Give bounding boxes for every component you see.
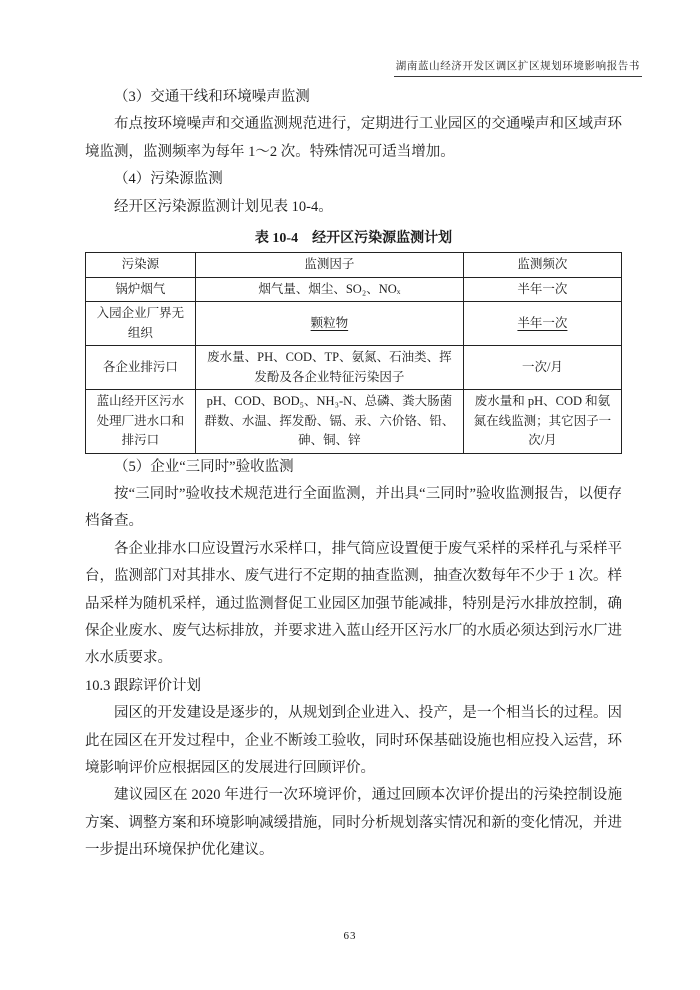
page-number: 63 [343, 930, 357, 942]
section-10-3-paragraph-2: 建议园区在 2020 年进行一次环境评价，通过回顾本次评价提出的污染控制设施方案、调整方案和环境影响减缓措施，同时分析规划落实情况和新的变化情况，并进一步提出环境保护优化建议。 [85, 787, 622, 859]
cell-factors: pH、COD、BOD₅、NH₃-N、总磷、粪大肠菌群数、水温、挥发酚、镉、汞、六价铬、铅、砷、铜、锌 [195, 390, 463, 454]
column-header-pollution-source: 污染源 [86, 253, 196, 278]
table-row [86, 346, 622, 390]
section-5-paragraph-2: 各企业排水口应设置污水采样口，排气筒应设置便于废气采样的采样孔与采样平台，监测部门对其排水、废气进行不定期的抽查监测，抽查次数每年不少于 1 次。样品采样为随机采样，通过监测督促工业园区加强节能减排，特别是污水排放控制，确保企业废水、废气达标排放，并要求进入蓝山经开区污水厂的水质必须达到污水厂进水水质要求。 [85, 540, 622, 667]
section-5-heading: （5）企业“三同时”验收监测 [114, 458, 294, 475]
cell-frequency: 一次/月 [463, 346, 621, 390]
cell-factors: 颗粒物 [195, 302, 463, 346]
cell-frequency: 废水量和 pH、COD 和氨氮在线监测；其它因子一次/月 [463, 390, 621, 454]
section-4-paragraph: 经开区污染源监测计划见表 10-4。 [114, 198, 333, 215]
cell-factors: 废水量、PH、COD、TP、氨氮、石油类、挥发酚及各企业特征污染因子 [195, 346, 463, 390]
cell-source: 蓝山经开区污水处理厂进水口和排污口 [86, 390, 196, 454]
table-header-row [86, 253, 622, 278]
column-header-monitoring-frequency: 监测频次 [463, 253, 621, 278]
table-row [86, 277, 622, 302]
section-10-3-paragraph-1: 园区的开发建设是逐步的，从规划到企业进入、投产，是一个相当长的过程。因此在园区在开发过程中，企业不断竣工验收，同时环保基础设施也相应投入运营，环境影响评价应根据园区的发展进行回顾评价。 [85, 705, 622, 776]
section-10-3-heading: 10.3 跟踪评价计划 [85, 677, 201, 694]
report-title: 湖南蓝山经济开发区调区扩区规划环境影响报告书 [394, 58, 642, 77]
table-row [86, 302, 622, 346]
section-4-heading: （4）污染源监测 [114, 171, 223, 188]
table-row [86, 390, 622, 454]
page-header [85, 56, 642, 77]
column-header-monitoring-factor: 监测因子 [195, 253, 463, 278]
table-10-4-title: 表 10-4 经开区污染源监测计划 [254, 231, 453, 247]
section-3-heading: （3）交通干线和环境噪声监测 [114, 89, 310, 105]
cell-frequency: 半年一次 [463, 277, 621, 302]
page-content [85, 84, 622, 865]
cell-source: 入园企业厂界无组织 [86, 302, 196, 346]
cell-factors: 烟气量、烟尘、SO₂、NOₓ [195, 277, 463, 302]
cell-source: 各企业排污口 [86, 346, 196, 390]
pollution-source-monitoring-table [85, 252, 622, 454]
cell-frequency: 半年一次 [463, 302, 621, 346]
section-5-paragraph-1: 按“三同时”验收技术规范进行全面监测，并出具“三同时”验收监测报告，以便存档备查。 [85, 485, 622, 530]
section-3-paragraph: 布点按环境噪声和交通监测规范进行，定期进行工业园区的交通噪声和区域声环境监测，监测频率为每年 1～2 次。特殊情况可适当增加。 [85, 116, 622, 160]
cell-source: 锅炉烟气 [86, 277, 196, 302]
